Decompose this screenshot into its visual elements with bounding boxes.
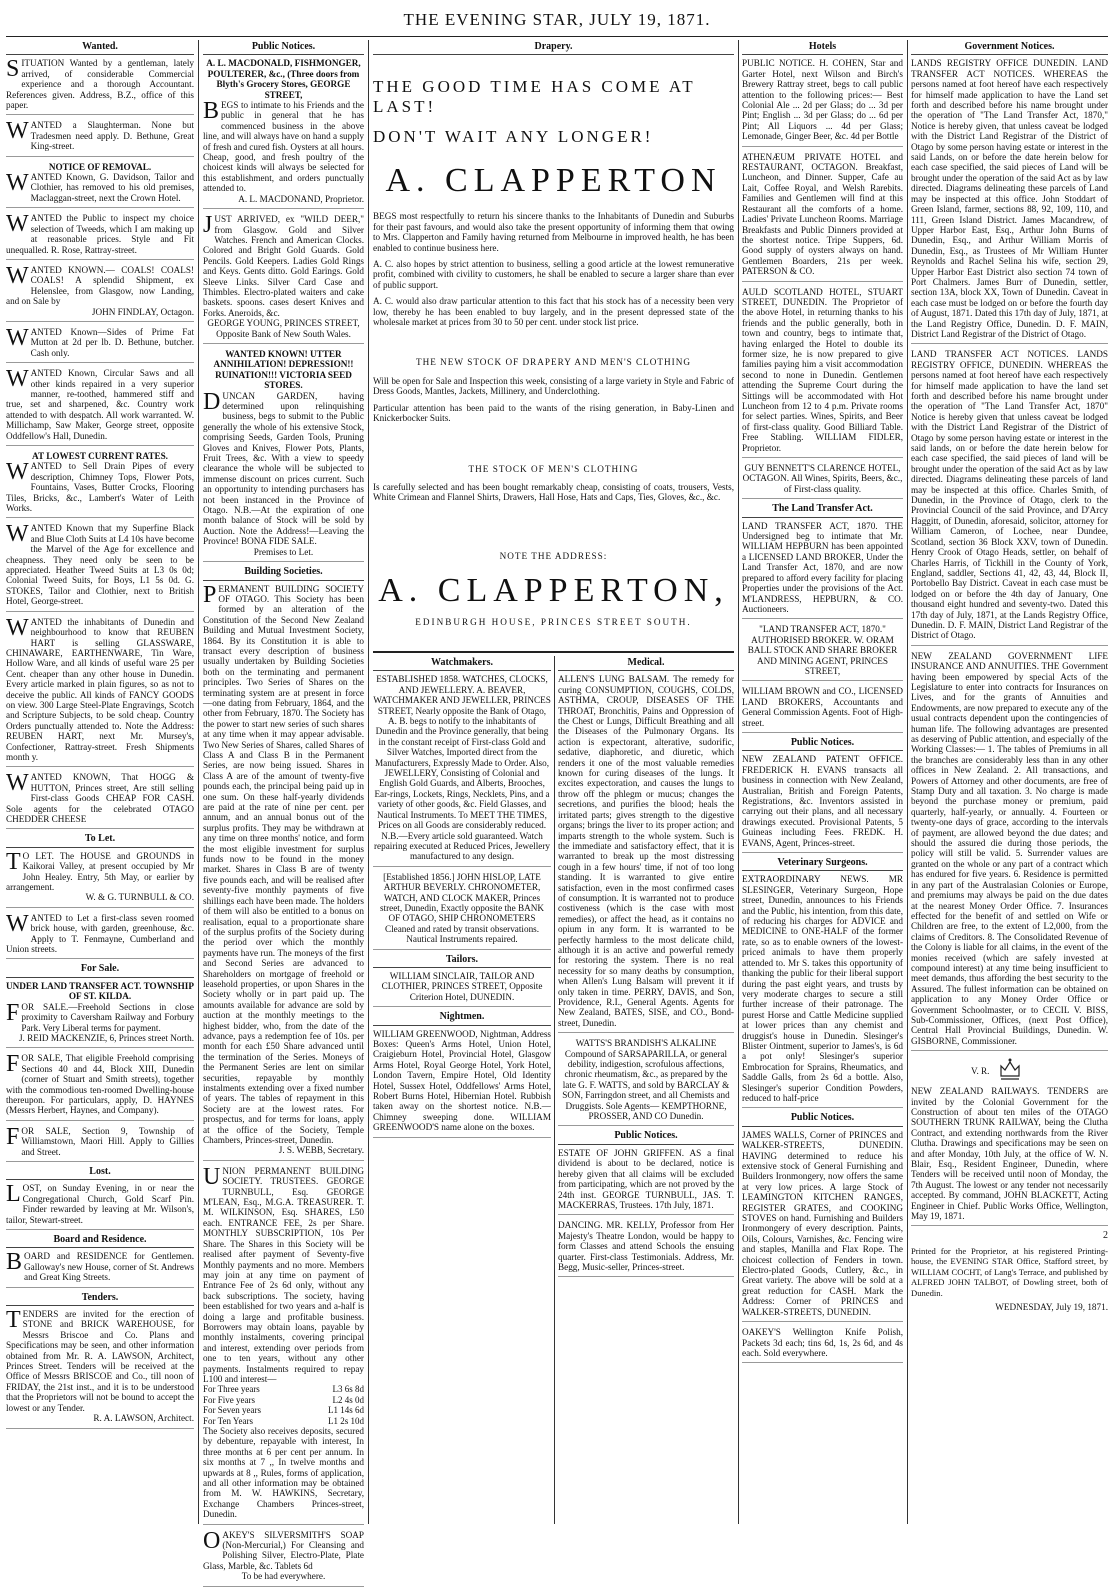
ad-drain-pipes: AT LOWEST CURRENT RATES. W ANTED to Sell Drain Pipes of every description, Chimney Tops, Flower Pots, Fountains, Vases, Butter Crocks, Flooring Tiles, Bricks, &c., Lambert's Water of Leith Works. [6, 451, 194, 518]
ad-life-insurance: NEW ZEALAND GOVERNMENT LIFE INSURANCE AND ANNUITIES. THE Government having been empowered by special Acts of the Legislature to enter into contracts for Insurances on Lives, and for the grants of Annuities and Endowments, are now prepared to execute any of the usual contracts dependent upon the contingencies of human life. The following advantages are presented as deserving of Public attention, and especially of the Working Classes:— 1. The tables of Premiums in all the branches are considerably less than in any other offices in New Zealand. 2. All transactions, and Powers of Attorney and other documents, are free of Stamp Duty and all taxation. 3. No charge is made beyond the purchase money or premium, paid quarterly, half-yearly, or annually. 4. Fourteen or twenty-one days of grace, according to the intervals of payment, are allowed beyond the due dates; and should the assured die during those periods, the policy will still be valid. 5. Surrender values are granted on the whole or any part of a contract which has endured for five years. 6. Residence is permitted in any part of the Australasian Colonies or Europe, and premiums may always be paid on the due dates at the nearest Money Order Office. 7. Insurances effected for the benefit of and settled on Wife or Children are free, to the extent of L2,000, from the claims of Creditors. 8. The Consolidated Revenue of the Colony is liable for all claims, in the event of the monies received (which are safely invested at compound interest) at any time being insufficient to meet demands, thus affording the best security to the Assured. The fullest information can be obtained on application to any Money Order Office or Government Schoolmaster, or to CECIL V. BISS, Sub-Commissioner, Offices, (next Post Office), Central Hall Provincial Buildings, Dunedin. W. GISBORNE, Commissioner. [911, 651, 1108, 1051]
section-head-wanted: Wanted. [6, 42, 194, 55]
ad-george-young: JUST ARRIVED, ex "WILD DEER," from Glasgow. Gold and Silver Watches. French and American Clocks. Colored and Bright Gold Guards. Gold Pencils. Gold Keepers. Ladies Gold Rings and Keys. Gents ditto. Gold Earings. Gold Sleeve Links. Silver Card Case and Thimbles. Electro-plated waiters and cake baskets. spoons. cases desert Knives and Forks. Aneroids, &c. GEORGE YOUNG, PRINCES STREET, Opposite Bank of New South Wales. [203, 214, 364, 344]
section-head-medical: Medical. [558, 658, 734, 671]
section-head-public-notices: Public Notices. [203, 42, 364, 55]
drapery-paragraph-1: BEGS most respectfully to return his sincere thanks to the Inhabitants of Dunedin and Suburbs for their past favours, and would also take the present opportunity of informing them that owing to Mrs. Clapperton and Family having returned from Melbourne in improved health, he has been enabled to continue business here. [373, 211, 734, 253]
section-head-board: Board and Residence. [6, 1235, 194, 1248]
ad-saws: WANTED Known, Circular Saws and all other kinds repaired in a very superior manner, re-toothed, hammered stiff and true, set and sharpened, &c. Country work attended to with despatch. All work warranted. W. Millichamp, Saw Maker, George street, opposite Oddfellow's Hall, Dunedin. [6, 368, 194, 446]
ad-slesinger: EXTRAORDINARY NEWS. MR SLESINGER, Veterinary Surgeon, Hope street, Dunedin, announces to his Friends and the Public, his intention, from this date, of reducing his charges for ADVICE and MEDICINE to ONE-HALF of the former rate, so as to enable owners of the lowest-priced animals to have them properly attended to. Mr S. takes this opportunity of thanking the public for their liberal support during the past eight years, and trusts by very moderate charges to secure a still further increase of their patronage. The purest Horse and Cattle Medicine supplied at lower prices than any chemist and druggist's house in Dunedin. Slesinger's Blister Ointment, superior to James's, is 6d a pot only! Slesinger's superior Embrocation for Sprains, Rheumatics, and Saddle Galls, from 2s 6d a bottle. Also, Slesinger's superior Condition Powders, reduced to half-price [742, 874, 903, 1108]
ad-macdonald: A. L. MACDONALD, FISHMONGER, POULTERER, &c., (Three doors from Blyth's Grocery Stores, GEORGE STREET, B EGS to intimate to his Friends and the public in general that he has commenced business in the above line, and will always have on hand a supply of fresh and cured fish. Oysters at all hours. Cheap, good, and fresh poultry of the choicest kinds will always be selected for this establishment, and orders punctually attended to. A. L. MACDONAND, Proprietor. [203, 58, 364, 209]
ad-railways: NEW ZEALAND RAILWAYS. TENDERS are invited by the Colonial Government for the Construction of about ten miles of the OTAGO SOUTHERN TRUNK RAILWAY, being the Clutha Contract, and extending northwards from the River Clutha. Drawings and specifications may be seen on and after Monday, 10th July, at the office of W. N. Blair, Esq., Resident Engineer, Dunedin, where Tenders will be received until noon of Monday, the 7th August. The lowest or any tender not necessarily accepted. By command, JOHN BLACKETT, Acting Engineer in Chief. Public Works Office, Wellington, May 19, 1871. [911, 1086, 1108, 1226]
drapery-rule [373, 651, 734, 653]
column-drapery [373, 40, 734, 650]
ad-greenwood: WILLIAM GREENWOOD, Nightman, Address Boxes: Queen's Arms Hotel, Union Hotel, Craigieburn Hotel, Provincial Hotel, Glasgow Arms Hotel, Royal George Hotel, York Hotel, London Tavern, Empire Hotel, Old Identity Hotel, Sussex Hotel, Oddfellows' Arms Hotel, Robert Burns Hotel, Hibernian Hotel. Rubbish taken away on the shortest notice. N.B.—Chimney sweeping done. WILLIAM GREENWOOD'S name alone on the boxes. [373, 1029, 551, 1138]
table-row: For Three years L3 6s 8d [203, 1384, 364, 1395]
column-rule [368, 40, 369, 1524]
ad-sinclair: WILLIAM SINCLAIR, TAILOR AND CLOTHIER, PRINCES STREET, Opposite Criterion Hotel, DUNEDIN. [373, 971, 551, 1007]
drapery-paragraph-2: A. C. also hopes by strict attention to business, selling a good article at the lowest remunerative profit, combined with civility to customers, he shall be enabled to secure a larger share than ever of public support. [373, 259, 734, 290]
dateline: WEDNESDAY, July 19, 1871. [995, 1301, 1108, 1312]
ad-coals: WANTED KNOWN.— COALS! COALS! COALS! A splendid Shipment, ex Helenslee, from Glasgow, now Landing, and on Sale by JOHN FINDLAY, Octagon. [6, 265, 194, 322]
ad-james-walls: JAMES WALLS, Corner of PRINCES and WALKER-STREETS, DUNEDIN. HAVING determined to reduce his extensive stock of General Furnishing and Builders Ironmongery, now offers the same at very low prices. A large Stock of LEAMINGTON KITCHEN RANGES, REGISTER GRATES, and COOKING STOVES on hand. Furnishing and Builders Ironmongery of every description. Paints, Oils, Colours, Varnishes, &c. Fencing wire and staples, Manilla and Flax Rope. The choicest collection of Fenders in town. Electro-plated Goods, Cutlery, &c., in Great variety. The above will be sold at a great reduction for CASH. Mark the Address: Corner of PRINCES and WALKER-STREETS, DUNEDIN. [742, 1130, 903, 1322]
ad-to-let-kaikorai: T O LET. The HOUSE and GROUNDS in Kaikorai Valley, at present occupied by Mr John Healey. Entry, 5th May, or earlier by arrangement. W. & G. TURNBULL & CO. [6, 851, 194, 908]
ad-permanent-building-society: PERMANENT BUILDING SOCIETY OF OTAGO. This Society has been formed by an alteration of the Constitution of the Second New Zealand Building and Mutual Investment Society, 1864. By its Constitution it is able to transact every description of business usually undertaken by Building Societies both on the terminating and permanent principles. Two Series of Shares on the terminating system are at present in force—one dating from February, 1864, and the other from February, 1870. The Society has the power to start new series of such shares at any time when it may appear advisable. Two New Series of Shares, called Shares of Class A and Class B in the Permanent Series, are now being issued. Shares in Class A are of the amount of twenty-five pounds each, the principal being paid up in one sum. On these half-yearly dividends are paid at the rate of nine per cent. per annum, and an annual bonus out of the surplus profits. They may be withdrawn at any time on three months' notice, and form the most eligible investment for surplus funds now to be found in the money market. Shares in Class B are of twenty five pounds each, and will be realised after seventy-five monthly payments of five shillings each have been made. The holders of them will also be entitled to a bonus on realisation, equal to a proportionate share of the surplus profits of the Society during the period over which the monthly payments have run. The moneys of the first and Second Series are advanced to Shareholders on mortgage of freehold or leasehold properties, or upon Shares in the Society wholly or in part paid up. The amounts available for advance are sold by auction at the monthly meetings to the highest bidder, who, from the date of the advance, pays a redemption fee of 10s. per month for each £50 Share advanced until the termination of the Series. Moneys of the Permanent Series are lent on similar securities, repayable by monthly instalments extending over a fixed number of years. The tables of repayment in this Society are at the lowest rates. For prospectus, and for terms for loans, apply at the office of the Society, Temple Chambers, Princes-street, Dunedin. J. S. WEBB, Secretary. [203, 584, 364, 1161]
section-head-veterinary: Veterinary Surgeons. [742, 858, 903, 871]
column-rule [738, 40, 739, 1524]
ad-to-let-brick-house: WANTED to Let a first-class seven roomed brick house, with garden, greenhouse, &c. Apply to T. Fenmayne, Cumberland and Union streets. [6, 913, 194, 960]
ad-lost-pin: LOST, on Sunday Evening, in or near the Congregational Church, Gold Scarf Pin. Finder rewarded by leaving at Mr. Wilson's, tailor, Stewart-street. [6, 1183, 194, 1230]
ad-st-kilda: UNDER LAND TRANSFER ACT. TOWNSHIP OF ST. KILDA. F OR SALE.—Freehold Sections in close proximity to Caversham Railway and Forbury Park. Very Liberal terms for payment. J. REID MACKENZIE, 6, Princes street North. [6, 981, 194, 1048]
ad-clarence-hotel: GUY BENNETT'S CLARENCE HOTEL, OCTAGON. All Wines, Spirits, Beers, &c., of First-class quality. [742, 463, 903, 499]
drapery-paragraph-5: Particular attention has been paid to the wants of the rising generation, in Baby-Linen and Knickerbocker Suits. [373, 402, 734, 424]
ad-cohen-hotel: PUBLIC NOTICE. H. COHEN, Star and Garter Hotel, next Wilson and Birch's Brewery Rattray street, begs to call public attention to the following prices:— Best Colonial Ale ... 2d per Glass; do ... 3d per Pint; English ... 3d per Glass; do ... 6d per Pint; All Liquors ... 4d per Glass; Lemonade, Ginger Beer, &c. 4d per Bottle [742, 58, 903, 146]
ad-slaughterman: WANTED a Slaughterman. None but Tradesmen need apply. D. Bethune, Great King-street. [6, 120, 194, 156]
ad-tweeds: WANTED the Public to inspect my choice selection of Tweeds, which I am making up at reasonable prices. Style and Fit unequalled. R. Rose, Rattray-street. [6, 213, 194, 260]
section-head-public-notices-4: Public Notices. [742, 1113, 903, 1126]
clapperton-name: A. CLAPPERTON [385, 162, 722, 200]
ad-hepburn: LAND TRANSFER ACT, 1870. THE Undersigned beg to intimate that Mr. WILLIAM HEPBURN has been appointed a LICENSED LAND BROKER, Under the Land Transfer Act, 1870, and are now prepared to afford every facility for placing Properties under the provisions of the Act. M'LANDRESS, HEPBURN, & CO. Auctioneers. [742, 521, 903, 620]
ad-situation-wanted: SITUATION Wanted by a gentleman, lately arrived, of considerable Commercial experience and a thorough Accountant. References given. Address, B.Z., office of this paper. [6, 58, 194, 115]
section-head-public-notices-3: Public Notices. [742, 738, 903, 751]
imprint: Printed for the Proprietor, at his registered Printing-house, the EVENING STAR Office, Stafford street, by WILLIAM COCHT, of Lang's Terrace, and published by ALFRED JOHN TALBOT, of Dowling street, both of Dunedin. [911, 1245, 1108, 1298]
ad-victoria-seed-stores: WANTED KNOWN! UTTER ANNIHILATION! DEPRESSION!! RUINATION!!! VICTORIA SEED STORES. D UNCAN GARDEN, having determined upon relinquishing business, begs to submit to the Public generally the whole of his extensive Stock, comprising Seeds, Garden Tools, Pruning Gloves and Knives, Flower Pots, Plants, Fruit Trees, &c. With a view to speedy clearance the whole will be subjected to immense discount on prices current. Such an opportunity to intending purchasers has not been instanced in the Province of Otago. N.B.—At the expiration of one month balance of Stock will be sold by Auction. Note the Address!—Leaving the Province! BONA FIDE SALE. Premises to Let. [203, 349, 364, 562]
crown-icon [997, 1056, 1023, 1082]
ad-williamstown: FOR SALE, Section 9, Township of Williamstown, Maori Hill. Apply to Gillies and Street. [6, 1126, 194, 1162]
page-number: 2 [1103, 1230, 1108, 1242]
drapery-heading-new-stock: THE NEW STOCK OF DRAPERY AND MEN'S CLOTHING [416, 357, 691, 368]
drapery-paragraph-3: A. C. would also draw particular attention to this fact that his stock has of a necessity been very low, thereby he has been enabled to buy largely, and in the present depressed state of the wholesale market at prices from 30 to 50 per cent. under stock list price. [373, 296, 734, 328]
headline-good-time: THE GOOD TIME HAS COME AT LAST! [373, 77, 696, 117]
section-head-land-transfer: The Land Transfer Act. [742, 504, 903, 517]
newspaper-title: THE EVENING STAR, JULY 19, 1871. [403, 10, 711, 29]
section-head-tailors: Tailors. [373, 955, 551, 968]
column-rule [554, 656, 555, 1524]
ad-reuben-hart: WANTED the inhabitants of Dunedin and neighbourhood to know that REUBEN HART is selling GLASSWARE, CHINAWARE, EARTHENWARE, Tin Ware, Hollow Ware, and all kinds of useful ware 25 per Cent. cheaper than any other house in Dunedin. Every article marked in plain figures, so as not to deceive the public. All kinds of FANCY GOODS on view. 300 Large Steel-Plate Engravings, Scotch and Scripture Subjects, to be sold cheap. Country Orders punctually attended to. Note the Address: REUBEN HART, next Mr. Mursey's, Confectioner, Rattray-street. Fresh Shipments month y. [6, 617, 194, 768]
section-head-lost: Lost. [6, 1167, 194, 1180]
column-hotels [742, 40, 903, 1524]
section-head-drapery: Drapery. [373, 42, 734, 55]
vr-label: V. R. [971, 1066, 990, 1077]
table-row: For Ten Years L1 2s 10d [203, 1415, 364, 1426]
masthead [0, 0, 1114, 34]
clapperton-name-footer: A. CLAPPERTON, [378, 572, 729, 610]
section-head-watchmakers: Watchmakers. [373, 658, 551, 671]
section-head-to-let: To Let. [6, 834, 194, 847]
royal-cipher [911, 1056, 1108, 1086]
section-head-tenders: Tenders. [6, 1293, 194, 1306]
column-notices [203, 40, 364, 1582]
section-head-hotels: Hotels [742, 42, 903, 55]
drapery-paragraph-6: Is carefully selected and has been bought remarkably cheap, consisting of coats, trousers, Vests, White Crimean and Flannel Shirts, Drawers, Hall Hose, Hats and Caps, Ties, Gloves, &c., &c. [373, 481, 734, 503]
column-watchmakers [373, 656, 551, 1524]
ad-athenaeum: ATHENÆUM PRIVATE HOTEL and RESTAURANT, OCTAGON. Breakfast, Luncheon, and Dinner. Supper, Cafe au Lait, Coffee Royal, and Welsh Rarebits. Families and Gentlemen will find at this Restaurant all the comforts of a home. Ladies' Private Luncheon Rooms. Marriage Breakfasts and Public Dinners provided at the shortest notice. Tripe Suppers, 6d. Good supply of oysters always on hand. Gentlemen Boarders, 21s per week. PATERSON & CO. [742, 152, 903, 282]
ad-knife-polish: OAKEY'S Wellington Knife Polish, Packets 3d each; tins 6d, 1s, 2s 6d, and 4s each. Sold everywhere. [742, 1327, 903, 1363]
ad-auld-scotland: AULD SCOTLAND HOTEL, STUART STREET, DUNEDIN. The Proprietor of the above Hotel, in returning thanks to his friends and the public generally, both in town and country, begs to intimate that, having enlarged the Hotel to double its former size, he is now prepared to give families paying him a visit accommodation second to none in Dunedin. Gentlemen attending the Supreme Court during the Sittings will be accommodated with Hot Luncheon from 12 to 4 p.m. Private rooms for select parties. Wines, Spirits, and Beer of first-class quality. Good Billiard Table. Free Stabling. WILLIAM FIDLER, Proprietor. [742, 287, 903, 459]
ad-beaver: ESTABLISHED 1858. WATCHES, CLOCKS, AND JEWELLERY. A. BEAVER, WATCHMAKER AND JEWELLER, PRINCES STREET, Nearly opposite the Bank of Otago, A. B. begs to notify to the inhabitants of Dunedin and the Province generally, that being in the constant receipt of First-class Gold and Silver Watches, Imported direct from the Manufacturers, Expressly Made to Order. Also, JEWELLERY, Consisting of Colonial and English Gold Guards, and Alberts, Brooches, Ear-rings, Lockets, Rings, Necklets, Pins, and a variety of other goods, &c. Field Glasses, and Nautical Instruments. To MEET THE TIMES, Prices on all Goods are considerably reduced. N.B.—Every article sold guaranteed. Watch repairing executed at Reduced Prices, Jewellery manufactured to any design. [373, 674, 551, 866]
drapery-heading-mens-clothing: THE STOCK OF MEN'S CLOTHING [468, 463, 639, 474]
ad-lung-balsam: ALLEN'S LUNG BALSAM. The remedy for curing CONSUMPTION, COUGHS, COLDS, ASTHMA, CROUP, DISEASES OF THE THROAT, Bronchitis, Pains and Oppression of the Chest or Lungs, Difficult Breathing and all the Diseases of the Pulmonary Organs. Its action is expectorant, alterative, sudorific, sedative, diaphoretic, and diuretic, which renders it one of the most valuable remedies known for curing diseases of the lungs. It excites expectoration, and causes the lungs to throw off the phlegm or mucus; changes the secretions, and purifies the blood; heals the irritated parts; gives strength to the digestive organs; brings the liver to its proper action; and imparts strength to the whole system. Such is the immediate and satisfactory effect, that it is warranted to break up the most distressing cough in a few hours' time, if not of too long standing. It is warranted to give entire satisfaction, even in the most confirmed cases of consumption. It is warranted not to produce costiveness (which is the case with most remedies), or affect the head, as it contains no opium in any form. It is warranted to be perfectly harmless to the most delicate child, although it is an active and powerful remedy for restoring the system. There is no real necessity for so many deaths by consumption, when Allen's Lung Balsam will prevent it if only taken in time. PERRY, DAVIS, and Son, Providence, R.I., General Agents. Agents for New Zealand, BATES, SISE, and CO., Bond-street, Dunedin. [558, 674, 734, 1033]
drapery-paragraph-4: Will be open for Sale and Inspection this week, consisting of a large variety in Style and Fabric of Dress Goods, Mantles, Jackets, Millinery, and Underclothing. [373, 375, 734, 397]
ad-oakeys-soap: OAKEY'S SILVERSMITH'S SOAP (Non-Mercurial,) For Cleansing and Polishing Silver, Electro-Plate, Plate Glass, Marble, &c. Tablets 6d To be had everywhere. [203, 1530, 364, 1587]
clapperton-address: EDINBURGH HOUSE, PRINCES STREET SOUTH. [415, 617, 692, 628]
section-head-nightmen: Nightmen. [373, 1012, 551, 1025]
ad-removal: NOTICE OF REMOVAL. W ANTED Known, G. Davidson, Tailor and Clothier, has removed to his old premises, Maclaggan-street, next the Crown Hotel. [6, 162, 194, 209]
section-head-government: Government Notices. [911, 42, 1108, 55]
ad-oram-ball: "LAND TRANSFER ACT, 1870." AUTHORISED BROKER. W. ORAM BALL STOCK AND SHARE BROKER AND MINING AGENT, PRINCES STREET, [742, 624, 903, 681]
section-head-for-sale: For Sale. [6, 964, 194, 977]
ad-mutton: WANTED Known—Sides of Prime Fat Mutton at 2d per lb. D. Bethune, butcher. Cash only. [6, 327, 194, 363]
ad-hogg-hutton: WANTED KNOWN, That HOGG & HUTTON, Princes street, Are still selling First-class Goods CHEAP FOR CASH. Sole agents for the celebrated OTAGO CHEDDER CHEESE [6, 772, 194, 829]
section-head-public-notices-2: Public Notices. [558, 1131, 734, 1144]
ad-hislop: [Established 1856.] JOHN HISLOP, LATE ARTHUR BEVERLY. CHRONOMETER, WATCH, AND CLOCK MAKER, Princes street, Dunedin, Exactly opposite the BANK OF OTAGO, SHIP CHRONOMETERS Cleaned and rated by transit observations. Nautical Instruments repaired. [373, 872, 551, 950]
headline-dont-wait: DON'T WAIT ANY LONGER! [373, 127, 654, 147]
ad-lands-registry-2: LAND TRANSFER ACT NOTICES. LANDS REGISTRY OFFICE, DUNEDIN. WHEREAS the persons named at foot hereof have each respectively for himself made application to have the land set forth and described before his name brought under the operation of "The Land Transfer Act, 1870" Notice is hereby given that unless caveat be lodged with the District Land Registrar of the District of Otago by some person having estate or interest in the said lands, on or before the date herein below for each case specified, the said pieces of land will be brought under the operation of the said Act as by law directed. Diagrams delineating these parcels of land may be inspected at this office. Charles Smith, of Dunedin, in the Province of Otago, clerk to the Provincial Council of the said Province, and D'Arcy Haggitt, of Dunedin, aforesaid, solicitor, attorney for William Cameron, of Lochee, near Dundee, Scotland, section 36 Block XXV, town of Dunedin. Henry Crook of Otago Heads, settler, on behalf of Charles Harris, of Tickhill in the County of York, England, saddler, Sections 41, 42, 43, 44, Block II, Portobello Bay District. Caveat in each case must be lodged on or before the 4th day of January, One thousand eight hundred and seventy-two. Dated this 17th day of July, 1871, at the Lands Registry Office, Dunedin. D. F. MAIN, District Land Registrar of the District of Otago. [911, 349, 1108, 645]
column-rule [198, 40, 199, 1524]
section-head-building-societies: Building Societies. [203, 567, 364, 580]
ad-sarsaparilla: WATTS'S BRANDISH'S ALKALINE Compound of SARSAPARILLA, or general debility, indigestion, scrofulous affections, chronic rheumatism, &c., as prepared by the late G. F. WATTS, and sold by BARCLAY & SON, Farringdon street, and all Chemists and Druggists. Sole Agents— KEMPTHORNE, PROSSER, AND CO Dunedin. [558, 1038, 734, 1126]
table-row: For Seven years L1 14s 6d [203, 1405, 364, 1416]
ad-dancing: DANCING. MR. KELLY, Professor from Her Majesty's Theatre London, would be happy to form Classes and attend Schools the ensuing quarter. First-class Testimonials. Address, Mr. Begg, Music-seller, Princes-street. [558, 1220, 734, 1277]
column-medical [558, 656, 734, 1524]
ad-tender-warehouse: TENDERS are invited for the erection of STONE and BRICK WAREHOUSE, for Messrs Briscoe and Co. Plans and Specifications may be seen, and other information obtained from Mr. R. A. LAWSON, Architect, Princes Street. Tenders will be received at the Office of Messrs BRISCOE and Co., till noon of FRIDAY, the 21st inst., and it is to be understood that the Proprietors will not be bound to accept the lowest or any Tender. R. A. LAWSON, Architect. [6, 1309, 194, 1428]
ad-freehold: FOR SALE, That eligible Freehold comprising Sections 40 and 44, Block XIII, Dunedin (corner of Stuart and Smith streets), together with the commodious ten-roomed Dwelling-house thereupon. For particulars, apply, D. HAYNES (Messrs Herbert, Haynes, and Company). [6, 1053, 194, 1120]
column-classifieds [6, 40, 194, 1524]
masthead-rule [6, 36, 1108, 37]
table-row: For Five years L2 4s 0d [203, 1394, 364, 1405]
ad-griffen-estate: ESTATE OF JOHN GRIFFEN. AS a final dividend is about to be declared, notice is hereby given that all claims will be excluded from participating, which are not proved by the 24th inst. GEORGE TURNBULL, JAS. T. MACKERRAS, Trustees. 17th July, 1871. [558, 1148, 734, 1215]
ad-suits: WANTED Known that my Superfine Black and Blue Cloth Suits at L4 10s have become the Marvel of the Age for excellence and cheapness. They need only be seen to be appreciated. Heather Tweed Suits at L3 0s 0d; Colonial Tweed Suits, for Boys, L1 5s 0d. G. STOKES, Tailor and Clothier, next to British Hotel, George-street. [6, 523, 194, 611]
ad-patent-office: NEW ZEALAND PATENT OFFICE. FREDERICK H. EVANS transacts all business in connection with New Zealand, Australian, British and Foreign Patents, Registrations, &c. Inventors assisted in carrying out their plans, and all necessary drawings executed. Provisional Patents, 5 Guineas including Fees. FREDK. H. EVANS, Agent, Princes-street. [742, 754, 903, 853]
ad-union-building-society: UNION PERMANENT BUILDING SOCIETY. TRUSTEES. GEORGE TURNBULL, Esq. GEORGE M'LEAN, Esq., M.G.A. TREASURER. T. M. WILKINSON, Esq. SHARES, L50 each. ENTRANCE FEE, 2s per Share. MONTHLY SUBSCRIPTION, 10s Per Share. The Shares in this Society will be realised after payment of Seventy-five Monthly payments and no more. Members may join at any time on payment of Entrance Fee of 2s 6d only, without any back subscriptions. The society, having been established for two years and a-half is doing a large and profitable business. Borrowers may obtain loans, payable by monthly instalments, covering principal and interest, extending over periods from one to ten years, without any other payments. Instalments required to repay L100 and interest— For Three years L3 6s 8d For Five years L2 4s 0d For Seven years L1 14s 6d For Ten Years L1 2s 10d The Society also receives deposits, secured by debenture, repayable with interest, In three months at 6 per cent per annum. In six months at 7 ,, In twelve months and upwards at 8 ,, Rules, forms of application, and all other information may be obtained from M. W. HAWKINS, Secretary, Exchange Chambers Princes-street, Dunedin. [203, 1166, 364, 1525]
ad-lands-registry-1: LANDS REGISTRY OFFICE DUNEDIN. LAND TRANSFER ACT NOTICES. WHEREAS the persons named at foot hereof have each respectively for himself made application to have the Land set forth and described before his name brought under the operation of "The Land Transfer Act, 1870," Notice is hereby given, that unless caveat be lodged with the District Land Registrar of the District of Otago by some person having estate or interest in the said Lands, on or before the date herein below for each case specified, the said pieces of Land will be brought under the operation of the said Act as by law directed. Diagrams delineating these parcels of Land may be inspected at this office. John Stoddart of Green Island, farmer, sections 88, 92, 109, 110, and 111, Green Island District. James Macandrew, of Upper Harbor East, Esq., Arthur John Burns of Dunedin, Esq., and Arthur William Morris of Dunedin, Esq., as Trustees of Mr William Hunter Reynolds and Rachel Selina his wife, section 29, Upper Harbor East District also section 74 town of Port Chalmers. James Burr of Dunedin, settler, section 13A, block XX, Town of Dunedin. Caveat in each case must be lodged on or before the fourth day of August, 1871. Dated this 17th day of July, 1871, at the Land Registry Office, Dunedin. D. F. MAIN, District Land Registrar of the District of Otago. [911, 58, 1108, 344]
ad-william-brown: WILLIAM BROWN and CO., LICENSED LAND BROKERS, Accountants and General Commission Agents. Foot of High-street. [742, 686, 903, 733]
column-rule [907, 40, 908, 1524]
column-government [911, 40, 1108, 1524]
note-address: NOTE THE ADDRESS: [499, 550, 608, 561]
repayment-table [203, 1384, 364, 1426]
ad-board: BOARD and RESIDENCE for Gentlemen. Galloway's new House, corner of St. Andrews and Great King Streets. [6, 1251, 194, 1287]
